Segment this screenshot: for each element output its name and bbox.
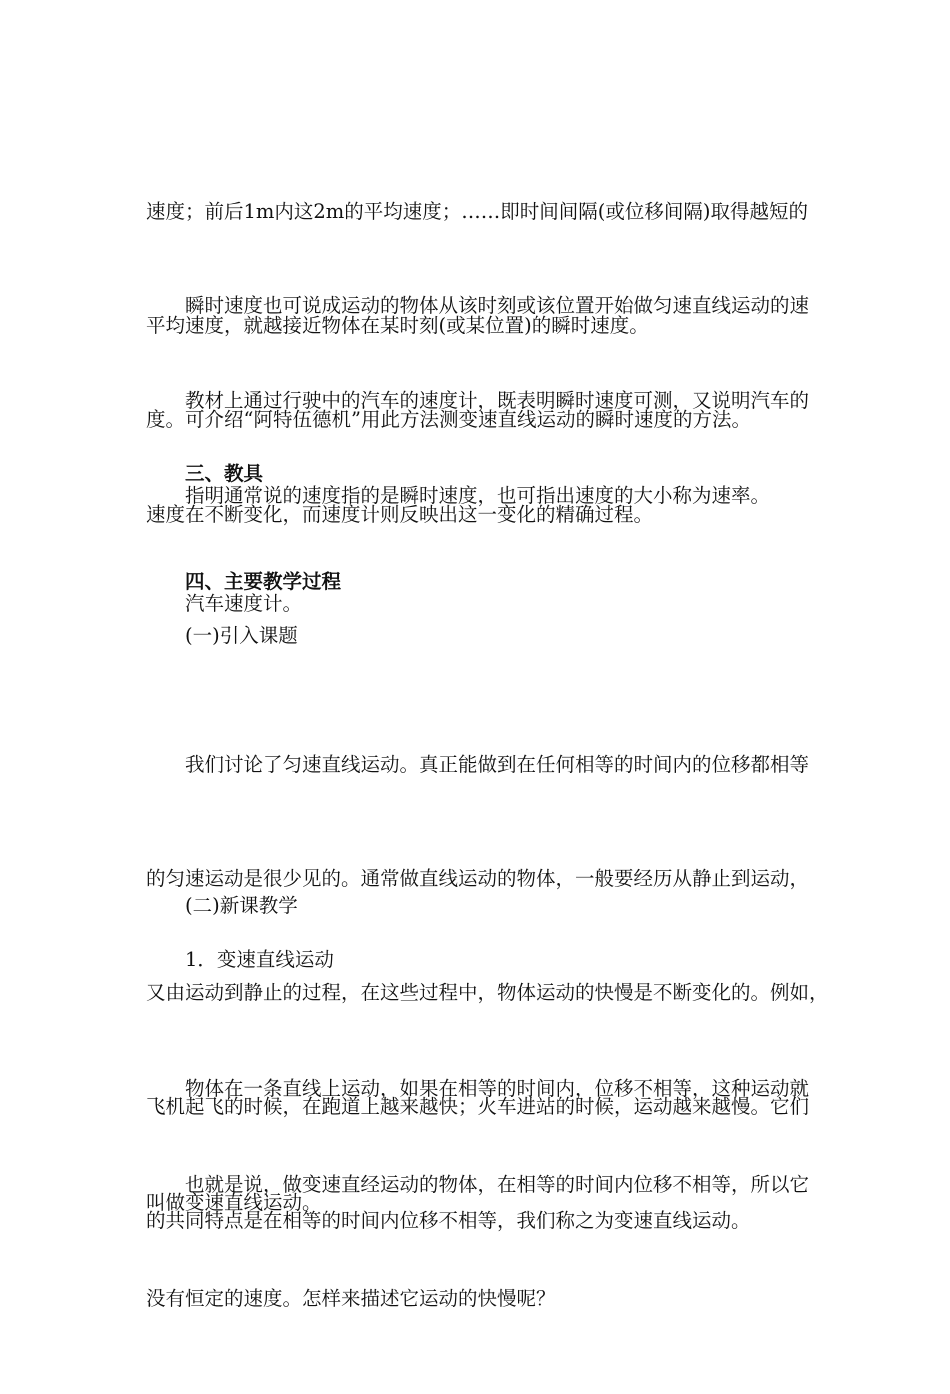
text-line: 我们讨论了匀速直线运动。真正能做到在任何相等的时间内的位移都相等 (185, 753, 810, 776)
text-line: 度。可介绍“阿特伍德机”用此方法测变速直线运动的瞬时速度的方法。 (146, 408, 751, 431)
text-line: 也就是说，做变速直经运动的物体，在相等的时间内位移不相等，所以它 (185, 1173, 810, 1196)
text-line: 没有恒定的速度。怎样来描述它运动的快慢呢？ (146, 1287, 556, 1310)
text-line: 指明通常说的速度指的是瞬时速度，也可指出速度的大小称为速率。 (185, 484, 771, 507)
paragraph-question (146, 1090, 810, 1394)
text-line: 又由运动到静止的过程，在这些过程中，物体运动的快慢是不断变化的。例如， (146, 981, 829, 1004)
subheading-new-lesson: (二)新课教学 (185, 894, 298, 917)
text-line: 平均速度，就越接近物体在某时刻(或某位置)的瞬时速度。 (146, 314, 649, 337)
text-line: 物体在一条直线上运动，如果在相等的时间内，位移不相等，这种运动就 (185, 1077, 810, 1100)
text-line: 速度在不断变化，而速度计则反映出这一变化的精确过程。 (146, 503, 654, 526)
text-line: 叫做变速直线运动。 (146, 1191, 322, 1214)
text-line: 教材上通过行驶中的汽车的速度计，既表明瞬时速度可测，又说明汽车的 (185, 389, 810, 412)
text-line: 速度；前后1m内这2m的平均速度；……即时间间隔(或位移间隔)取得越短的 (146, 200, 809, 223)
section-heading-teaching-aids: 三、教具 (185, 462, 264, 485)
subheading-variable-motion: 1．变速直线运动 (185, 948, 334, 971)
text-line: 飞机起飞的时候，在跑道上越来越快；火车进站的时候，运动越来越慢。它们 (146, 1095, 810, 1118)
section-heading-teaching-process: 四、主要教学过程 (185, 570, 342, 593)
text-line: 的共同特点是在相等的时间内位移不相等，我们称之为变速直线运动。 (146, 1209, 751, 1232)
subheading-introduction: (一)引入课题 (185, 624, 298, 647)
text-line: 汽车速度计。 (185, 592, 303, 615)
text-line: 瞬时速度也可说成运动的物体从该时刻或该位置开始做匀速直线运动的速 (185, 294, 810, 317)
text-line: 的匀速运动是很少见的。通常做直线运动的物体，一般要经历从静止到运动， (146, 867, 810, 890)
